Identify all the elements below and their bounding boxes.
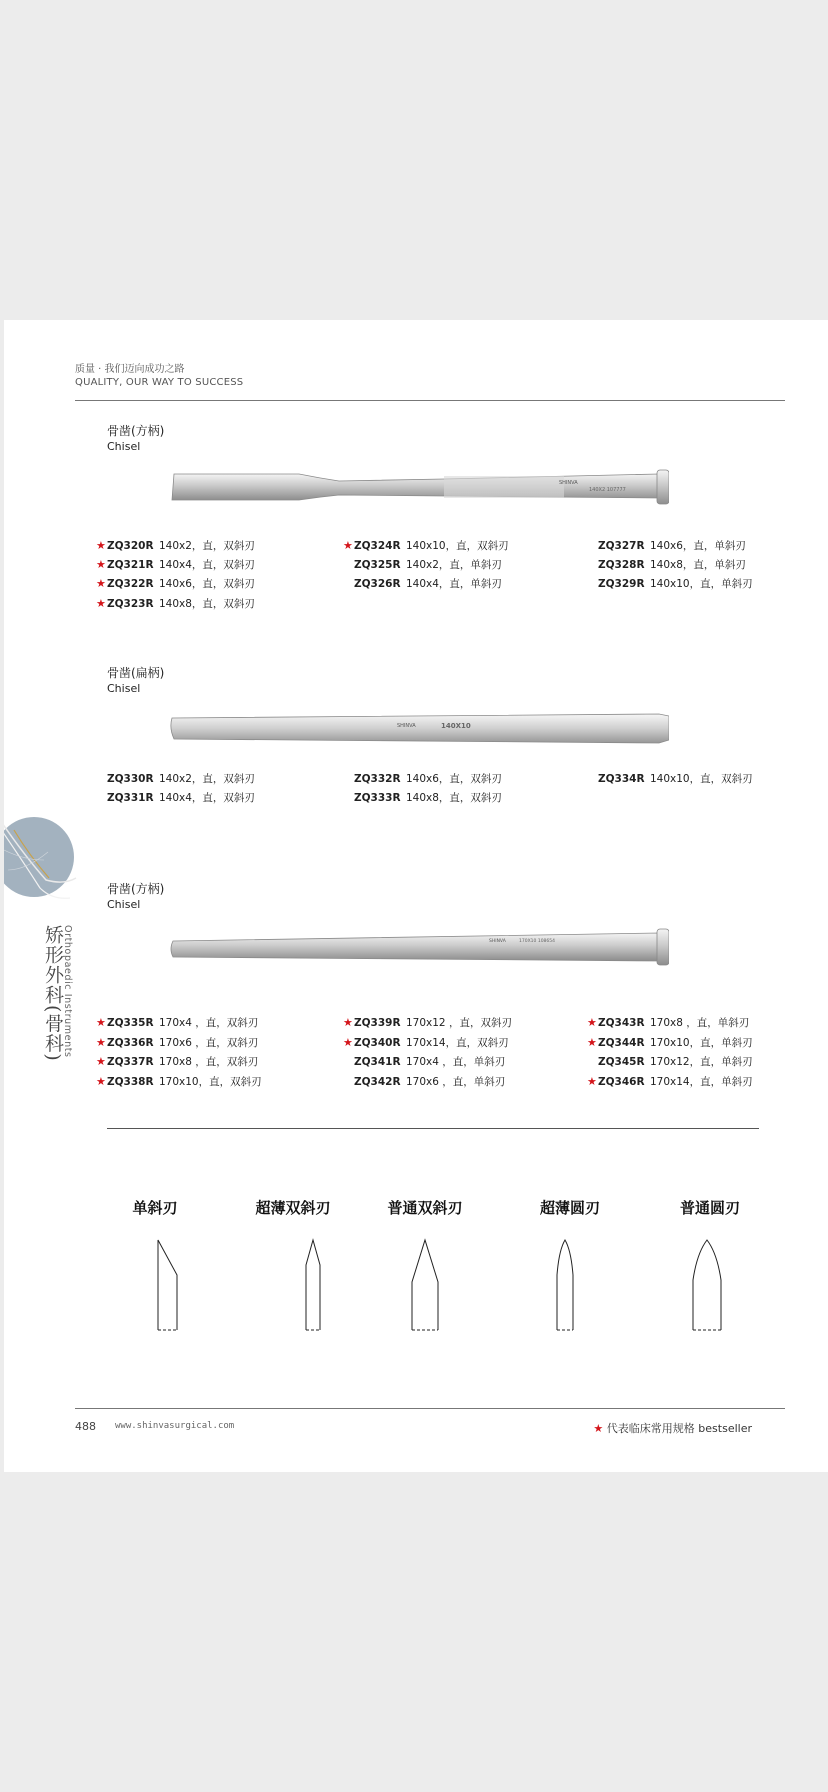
bestseller-star-icon: ★	[587, 1016, 597, 1029]
bestseller-star-icon: ★	[96, 558, 106, 571]
product-item: ★ ZQ324R 140x10，直，双斜刃	[343, 539, 509, 552]
single-bevel-blade-diagram	[145, 1235, 185, 1335]
product-item: ★ ZQ322R 140x6，直，双斜刃	[96, 577, 255, 590]
bestseller-star-icon: ★	[96, 1016, 106, 1029]
product-item: ZQ332R 140x6，直，双斜刃	[354, 773, 502, 785]
bestseller-star-icon: ★	[587, 1075, 597, 1088]
product-item: ★ ZQ337R 170x8 ，直，双斜刃	[96, 1055, 259, 1068]
product-item: ★ ZQ344R 170x10，直，单斜刃	[587, 1036, 753, 1049]
chisel-1-brand-mark: SHINVA	[559, 480, 578, 486]
product-item: ZQ328R 140x8，直，单斜刃	[598, 559, 746, 571]
product-item: ★ ZQ323R 140x8，直，双斜刃	[96, 597, 255, 610]
product-item: ZQ330R 140x2，直，双斜刃	[107, 773, 255, 785]
product-item: ZQ327R 140x6，直，单斜刃	[598, 540, 746, 552]
website-url: www.shinvasurgical.com	[115, 1421, 235, 1431]
standard-round-blade-diagram	[687, 1235, 727, 1335]
footer-rule	[75, 1408, 785, 1409]
standard-double-bevel-blade-diagram	[405, 1235, 445, 1335]
product-item: ZQ334R 140x10，直，双斜刃	[598, 773, 753, 785]
bestseller-star-icon: ★	[96, 597, 106, 610]
product-item: ★ ZQ335R 170x4 ，直，双斜刃	[96, 1016, 259, 1029]
product-item: ZQ333R 140x8，直，双斜刃	[354, 792, 502, 804]
chisel-3-marking: 170X10 108654	[519, 939, 556, 944]
product-item: ★ ZQ336R 170x6 ，直，双斜刃	[96, 1036, 259, 1049]
product-item: ZQ331R 140x4，直，双斜刃	[107, 792, 255, 804]
bestseller-star-icon: ★	[96, 1075, 106, 1088]
ultra-thin-double-bevel-blade-diagram	[298, 1235, 328, 1335]
bestseller-star-icon: ★	[96, 1036, 106, 1049]
product-item: ZQ329R 140x10，直，单斜刃	[598, 578, 753, 590]
page-number: 488	[75, 1420, 96, 1433]
product-item: ZQ345R 170x12，直，单斜刃	[598, 1056, 753, 1068]
section-2-title: 骨凿(扁柄) Chisel	[107, 666, 165, 695]
chisel-3-brand-mark: SHINVA	[489, 939, 506, 944]
product-item: ★ ZQ339R 170x12 ，直，双斜刃	[343, 1016, 512, 1029]
bestseller-star-icon: ★	[343, 539, 353, 552]
chisel-flat-handle-140-image	[169, 708, 669, 748]
header-rule	[75, 400, 785, 401]
product-item: ZQ342R 170x6 ，直，单斜刃	[354, 1076, 506, 1088]
product-item: ★ ZQ321R 140x4，直，双斜刃	[96, 558, 255, 571]
side-label-zh: 矫形外科(骨科)	[42, 925, 64, 1062]
blade-type-label: 单斜刃	[132, 1199, 178, 1217]
blade-type-label: 超薄圆刃	[539, 1199, 600, 1217]
catalog-page	[4, 320, 828, 1472]
product-item: ★ ZQ340R 170x14，直，双斜刃	[343, 1036, 509, 1049]
blade-type-label: 超薄双斜刃	[255, 1199, 331, 1217]
bestseller-star-icon: ★	[587, 1036, 597, 1049]
bestseller-star-icon: ★	[343, 1016, 353, 1029]
bestseller-star-icon: ★	[96, 1055, 106, 1068]
header-en: QUALITY, OUR WAY TO SUCCESS	[75, 377, 244, 388]
chisel-square-handle-170-image	[169, 927, 669, 972]
bestseller-star-icon: ★	[343, 1036, 353, 1049]
product-item: ZQ326R 140x4，直，单斜刃	[354, 578, 502, 590]
product-item: ZQ325R 140x2，直，单斜刃	[354, 559, 502, 571]
blade-type-label: 普通双斜刃	[387, 1199, 463, 1217]
bestseller-star-icon: ★	[96, 577, 106, 590]
section-side-label	[40, 925, 78, 1070]
product-item: ★ ZQ343R 170x8 ，直，单斜刃	[587, 1016, 750, 1029]
section-3-title: 骨凿(方柄) Chisel	[107, 882, 165, 911]
ultra-thin-round-blade-diagram	[550, 1235, 580, 1335]
chisel-2-marking: 140X10	[441, 722, 471, 730]
blade-type-label: 普通圆刃	[679, 1199, 740, 1217]
side-label-en: Orthopaedic Instruments	[62, 925, 73, 1058]
product-item: ★ ZQ346R 170x14，直，单斜刃	[587, 1075, 753, 1088]
header-zh: 质量 · 我们迈向成功之路	[75, 364, 185, 375]
chisel-2-brand-mark: SHINVA	[397, 723, 416, 729]
product-item: ★ ZQ320R 140x2，直，双斜刃	[96, 539, 255, 552]
chisel-square-handle-140-image	[169, 462, 669, 512]
bestseller-star-icon: ★	[96, 539, 106, 552]
bestseller-star-icon: ★	[593, 1422, 604, 1435]
section-1-title: 骨凿(方柄) Chisel	[107, 424, 165, 453]
bestseller-legend: ★ 代表临床常用规格 bestseller	[593, 1422, 752, 1435]
section-divider	[107, 1128, 759, 1129]
chisel-1-marking: 140X2 107777	[589, 487, 626, 493]
page-header	[75, 363, 243, 389]
orthopaedic-instrument-decor-image	[4, 800, 78, 915]
product-item: ★ ZQ338R 170x10，直，双斜刃	[96, 1075, 262, 1088]
product-item: ZQ341R 170x4 ，直，单斜刃	[354, 1056, 506, 1068]
